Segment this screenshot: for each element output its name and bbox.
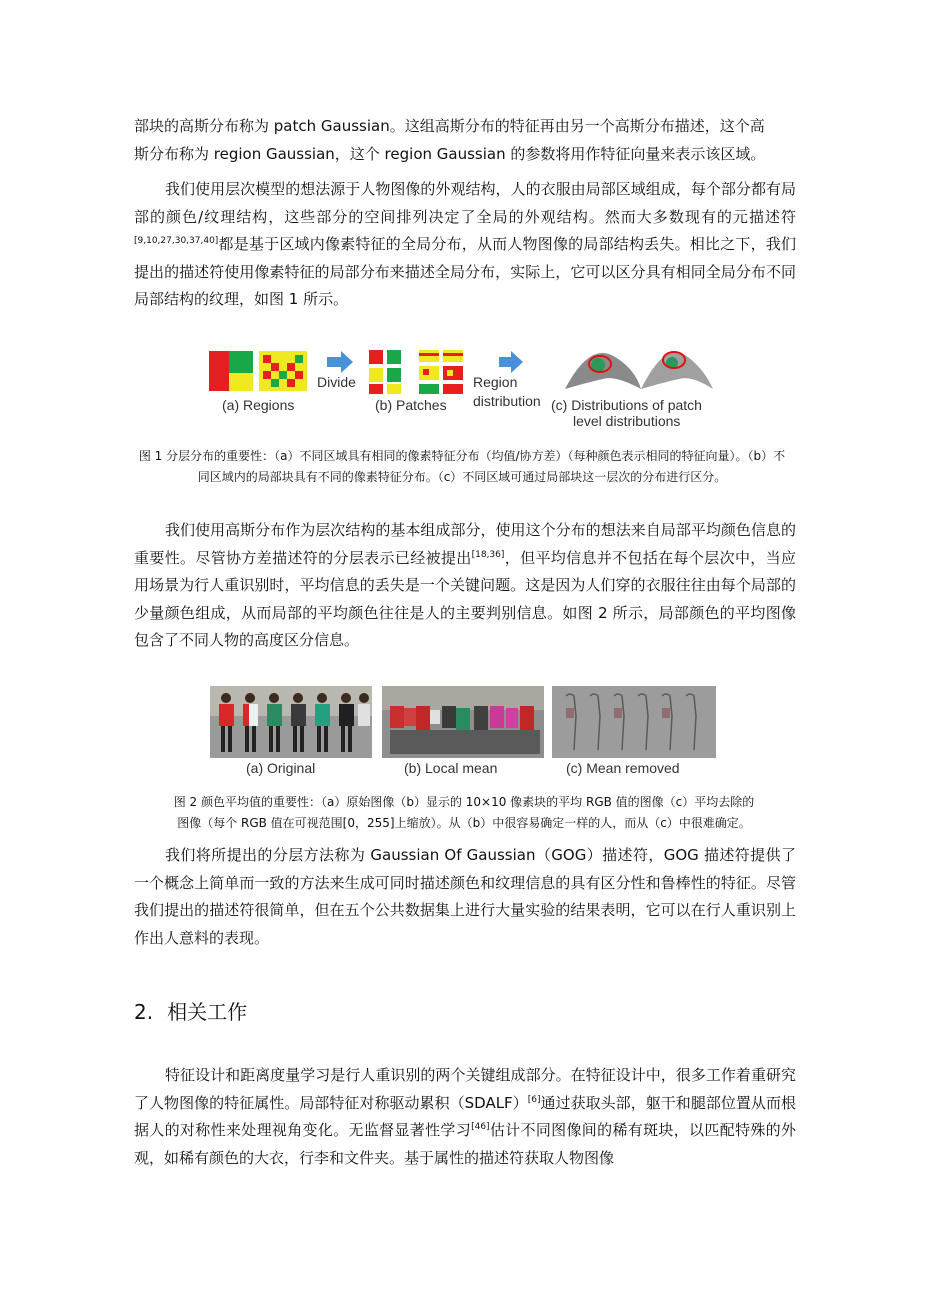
label-regions: (a) Regions bbox=[222, 397, 295, 413]
paragraph-4-text: 我们将所提出的分层方法称为 Gaussian Of Gaussian（GOG）描述符，GOG 描述符提供了一个概念上简单而一致的方法来生成可同时描述颜色和纹理信息的具有区分性和鲁棒性的特征。尽管我们提出的描述符很简单，但在五个公共数据集上进行大量实验的结果表明，它可以在行人重识别上作出人意料的表现。 bbox=[134, 846, 796, 947]
label-region: Region bbox=[473, 374, 518, 390]
paragraph-5-text-c: 估计不同图像间的稀有斑块，以匹配特殊的外观，如稀有颜色的大衣，行李和文件夹。基于属性的描述符获取人物图像 bbox=[134, 1121, 796, 1167]
distribution-surface-1 bbox=[565, 353, 641, 389]
paragraph-2-text-a: 我们使用层次模型的想法源于人物图像的外观结构，人的衣服由局部区域组成，每个部分都有局部的颜色/纹理结构，这些部分的空间排列决定了全局的外观结构。然而大多数现有的元描述符 bbox=[134, 180, 796, 226]
mean-removed-images bbox=[552, 686, 716, 758]
figure-2-caption-line-1: 图 2 颜色平均值的重要性：（a）原始图像（b）显示的 10×10 像素块的平均 RGB 值的图像（c）平均去除的 bbox=[173, 795, 755, 809]
figure-1-caption: 图 1 分层分布的重要性：（a）不同区域具有相同的像素特征分布（均值/协方差）（每种颜色表示相同的特征向量）。（b）不同区域内的局部块具有不同的像素特征分布。（c）不同区域可通过局部块这一层次的分布进行区分。 bbox=[138, 449, 786, 484]
figure-1 bbox=[205, 345, 725, 435]
distribution-surface-2 bbox=[641, 352, 713, 389]
region-square-2 bbox=[259, 351, 307, 391]
original-images bbox=[210, 686, 372, 758]
paragraph-4 bbox=[134, 842, 796, 952]
arrow-right-icon bbox=[327, 351, 353, 373]
paragraph-1-line-2: 斯分布称为 region Gaussian，这个 region Gaussian 的参数将用作特征向量来表示该区域。 bbox=[134, 144, 766, 163]
paragraph-5 bbox=[134, 1062, 796, 1172]
citation: [6] bbox=[527, 1094, 541, 1105]
patch-group-1 bbox=[369, 350, 401, 394]
region-square-1 bbox=[209, 351, 253, 391]
section-heading bbox=[134, 996, 261, 1025]
citation: [18,36] bbox=[471, 549, 505, 560]
citation: [46] bbox=[471, 1122, 490, 1132]
figure-2-caption bbox=[134, 792, 794, 834]
label-original: (a) Original bbox=[246, 760, 316, 776]
paragraph-2 bbox=[134, 176, 796, 314]
label-distributions-patch: (c) Distributions of patch bbox=[551, 397, 702, 413]
label-level-distributions: level distributions bbox=[573, 413, 681, 429]
label-divide: Divide bbox=[317, 374, 356, 390]
citation: [9,10,27,30,37,40] bbox=[134, 236, 219, 246]
paragraph-1 bbox=[134, 113, 796, 168]
arrow-right-icon-2 bbox=[499, 351, 523, 373]
patch-group-2 bbox=[419, 350, 463, 394]
paragraph-3 bbox=[134, 517, 796, 655]
paragraph-5-text-b: 通过获取头部，躯干和腿部位置从而根据人的对称性来处理视角变化。无监督显著性学习 bbox=[134, 1093, 796, 1139]
paragraph-2-text-b: 都是基于区域内像素特征的全局分布，从而人物图像的局部结构丢失。相比之下，我们提出的描述符使用像素特征的局部分布来描述全局分布，实际上，它可以区分具有相同全局分布不同局部结构的纹理，如图 1 所示。 bbox=[134, 235, 796, 308]
label-local-mean: (b) Local mean bbox=[404, 760, 498, 776]
paragraph-5-text-a: 特征设计和距离度量学习是行人重识别的两个关键组成部分。在特征设计中，很多工作着重研究了人物图像的特征属性。局部特征对称驱动累积（SDALF） bbox=[134, 1066, 796, 1112]
label-distribution: distribution bbox=[473, 393, 541, 409]
paragraph-1-line-1: 部块的高斯分布称为 patch Gaussian。这组高斯分布的特征再由另一个高斯分布描述，这个高 bbox=[134, 117, 765, 135]
label-patches: (b) Patches bbox=[375, 397, 447, 413]
section-title: 相关工作 bbox=[167, 1000, 248, 1024]
label-mean-removed: (c) Mean removed bbox=[566, 760, 680, 776]
figure-2 bbox=[210, 686, 720, 780]
local-mean-images bbox=[382, 686, 544, 758]
paragraph-3-text-a: 我们使用高斯分布作为层次结构的基本组成部分，使用这个分布的想法来自局部平均颜色信息的重要性。尽管协方差描述符的分层表示已经被提出 bbox=[134, 521, 796, 567]
section-number: 2. bbox=[134, 1000, 154, 1024]
figure-2-caption-line-2: 图像（每个 RGB 值在可视范围[0，255]上缩放）。从（b）中很容易确定一样的人，而从（c）中很难确定。 bbox=[177, 816, 751, 830]
paragraph-3-text-b: ，但平均信息并不包括在每个层次中，当应用场景为行人重识别时，平均信息的丢失是一个关键问题。这是因为人们穿的衣服往往由每个局部的少量颜色组成，从而局部的平均颜色往往是人的主要判别信息。如图 2 所示，局部颜色的平均图像包含了不同人物的高度区分信息。 bbox=[134, 548, 796, 649]
